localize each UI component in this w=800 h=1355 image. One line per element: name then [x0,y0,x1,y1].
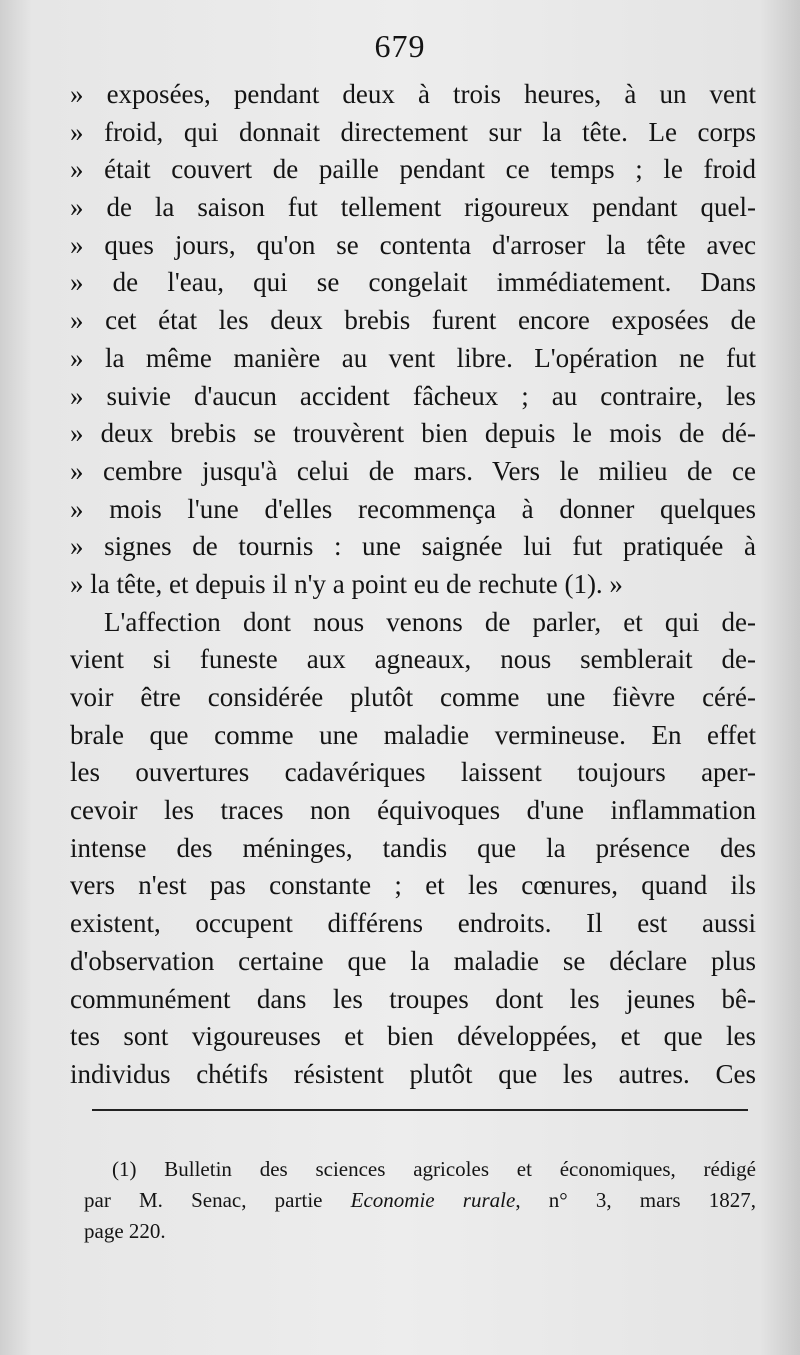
footnote-separator-rule [92,1109,748,1111]
body-line: » froid, qui donnait directement sur la tête. Le corps [70,116,756,147]
body-line: d'observation certaine que la maladie se déclare plus [70,945,756,976]
body-line: individus chétifs résistent plutôt que les autres. Ces [70,1058,756,1089]
body-line: brale que comme une maladie vermineuse. En effet [70,719,756,750]
body-line: voir être considérée plutôt comme une fièvre céré- [70,682,756,712]
body-line: » deux brebis se trouvèrent bien depuis le mois de dé- [70,418,756,449]
body-line: » exposées, pendant deux à trois heures, à un vent [70,79,756,109]
body-line: intense des méninges, tandis que la présence des [70,832,756,863]
footnote-text: par M. Senac, partie [84,1188,351,1212]
body-line: » la même manière au vent libre. L'opération ne fut [70,342,756,373]
footnote-text: , n° 3, mars 1827, [515,1188,756,1212]
body-line: vers n'est pas constante ; et les cœnures, quand ils [70,870,756,901]
body-line: » mois l'une d'elles recommença à donner quelques [70,493,756,524]
body-line: les ouvertures cadavériques laissent toujours aper- [70,757,756,788]
footnote [84,1154,756,1247]
footnote-line [84,1185,756,1216]
body-line: » la tête, et depuis il n'y a point eu de rechute (1). » [70,568,623,599]
body-line: » signes de tournis : une saignée lui fut pratiquée à [70,531,756,562]
body-line: » suivie d'aucun accident fâcheux ; au contraire, les [70,380,756,411]
footnote-italic-title: Economie rurale [350,1188,516,1212]
body-line: vient si funeste aux agneaux, nous semblerait de- [70,644,756,675]
body-line: » était couvert de paille pendant ce temps ; le froid [70,154,756,185]
footnote-line: page 220. [84,1219,166,1243]
body-line: tes sont vigoureuses et bien développées, et que les [70,1021,756,1052]
body-line: » cembre jusqu'à celui de mars. Vers le milieu de ce [70,455,756,486]
body-line: communément dans les troupes dont les jeunes bê- [70,983,756,1014]
body-line: » cet état les deux brebis furent encore exposées de [70,305,756,336]
body-line: existent, occupent différens endroits. Il est aussi [70,908,756,939]
body-line: » de la saison fut tellement rigoureux pendant quel- [70,192,756,223]
footnote-line: (1) Bulletin des sciences agricoles et économiques, rédigé [112,1157,756,1181]
paragraph-first-line: L'affection dont nous venons de parler, et qui de- [104,606,756,637]
body-line: cevoir les traces non équivoques d'une inflammation [70,795,756,826]
body-text [70,76,756,1094]
page-number: 679 [374,28,426,64]
body-line: » de l'eau, qui se congelait immédiatement. Dans [70,267,756,298]
body-line: » ques jours, qu'on se contenta d'arroser la tête avec [70,229,756,260]
